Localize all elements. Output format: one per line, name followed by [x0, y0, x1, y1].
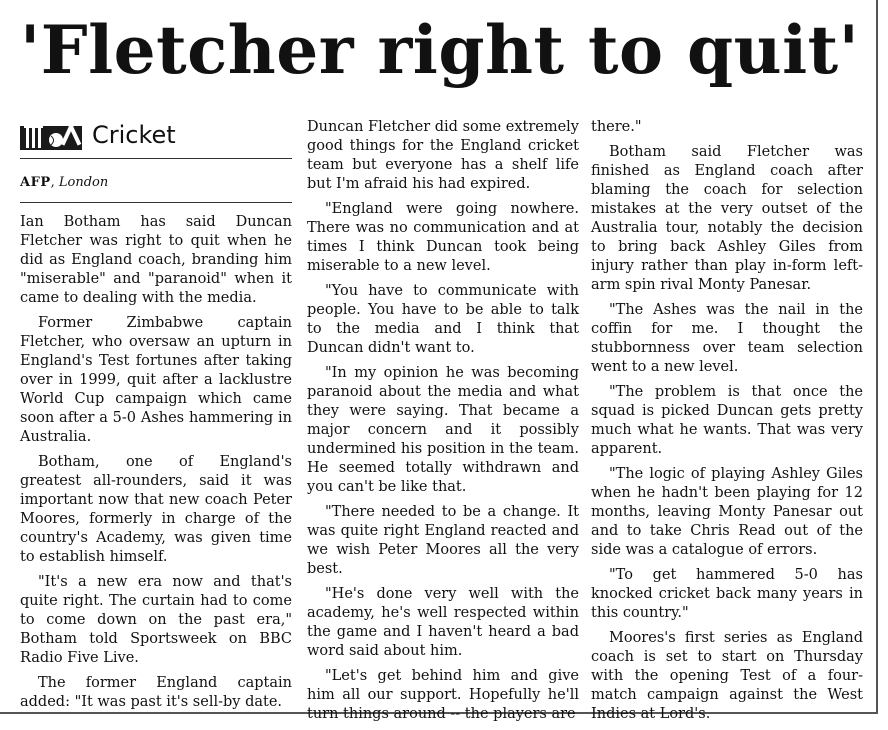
section-header — [20, 118, 292, 159]
paragraph: The former England captain added: "It was past it's sell-by date. — [20, 675, 292, 710]
paragraph: "The Ashes was the nail in the coffin for me. I thought the stubbornness over team selection went to a new level. — [591, 302, 863, 375]
paragraph: "England were going nowhere. There was no communication and at times I think Duncan took being miserable to a new level. — [307, 201, 579, 274]
paragraph: "You have to communicate with people. You have to be able to talk to the media and I think that Duncan didn't want to. — [307, 283, 579, 356]
paragraph: Ian Botham has said Duncan Fletcher was right to quit when he did as England coach, branding him "miserable" and "paranoid" when it came to dealing with the media. — [20, 214, 292, 306]
column-3 — [591, 118, 863, 730]
paragraph: Moores's first series as England coach is set to start on Thursday with the opening Test of a four-match campaign against the West Indies at Lord's. — [591, 630, 863, 722]
paragraph: "The logic of playing Ashley Giles when he hadn't been playing for 12 months, leaving Monty Panesar out and to take Chris Read out of the side was a catalogue of errors. — [591, 466, 863, 558]
paragraph: "It's a new era now and that's quite right. The curtain had to come to come down on the past era," Botham told Sportsweek on BBC Radio Five Live. — [20, 574, 292, 666]
byline-separator: , — [50, 175, 59, 190]
byline-city: London — [58, 175, 109, 190]
byline — [20, 173, 292, 203]
paragraph: Botham said Fletcher was finished as England coach after blaming the coach for selection mistakes at the very outset of the Australia tour, notably the decision to bring back Ashley Giles from injury rather than play in-form left-arm spin rival Monty Panesar. — [591, 144, 863, 293]
paragraph: "To get hammered 5-0 has knocked cricket back many years in this country." — [591, 567, 863, 621]
paragraph: "Let's get behind him and give him all our support. Hopefully he'll turn things around -- the players are — [307, 668, 579, 722]
paragraph: Duncan Fletcher did some extremely good things for the England cricket team but everyone has a shelf life but I'm afraid his had expired. — [307, 119, 579, 192]
paragraph: "The problem is that once the squad is picked Duncan gets pretty much what he wants. That was very apparent. — [591, 384, 863, 457]
paragraph: "In my opinion he was becoming paranoid about the media and what they were saying. That became a major concern and it possibly undermined his position in the team. He seemed totally withdrawn and you can't be like that. — [307, 365, 579, 495]
paragraph: there." — [591, 119, 642, 135]
cricket-stumps-icon — [20, 118, 86, 152]
section-label: Cricket — [92, 120, 176, 149]
headline: 'Fletcher right to quit' — [20, 11, 860, 89]
paragraph: Botham, one of England's greatest all-rounders, said it was important now that new coach Peter Moores, formerly in charge of the country's Academy, was given time to establish himself. — [20, 454, 292, 565]
paragraph: "There needed to be a change. It was quite right England reacted and we wish Peter Moores all the very best. — [307, 504, 579, 577]
paragraph: Former Zimbabwe captain Fletcher, who oversaw an upturn in England's Test fortunes after taking over in 1999, quit after a lacklustre World Cup campaign which came soon after a 5-0 Ashes hammering in Australia. — [20, 315, 292, 445]
column-2 — [307, 118, 579, 730]
column-1 — [20, 118, 292, 718]
paragraph: "He's done very well with the academy, he's well respected within the game and I haven't heard a bad word said about him. — [307, 586, 579, 659]
byline-agency: AFP — [20, 175, 51, 190]
